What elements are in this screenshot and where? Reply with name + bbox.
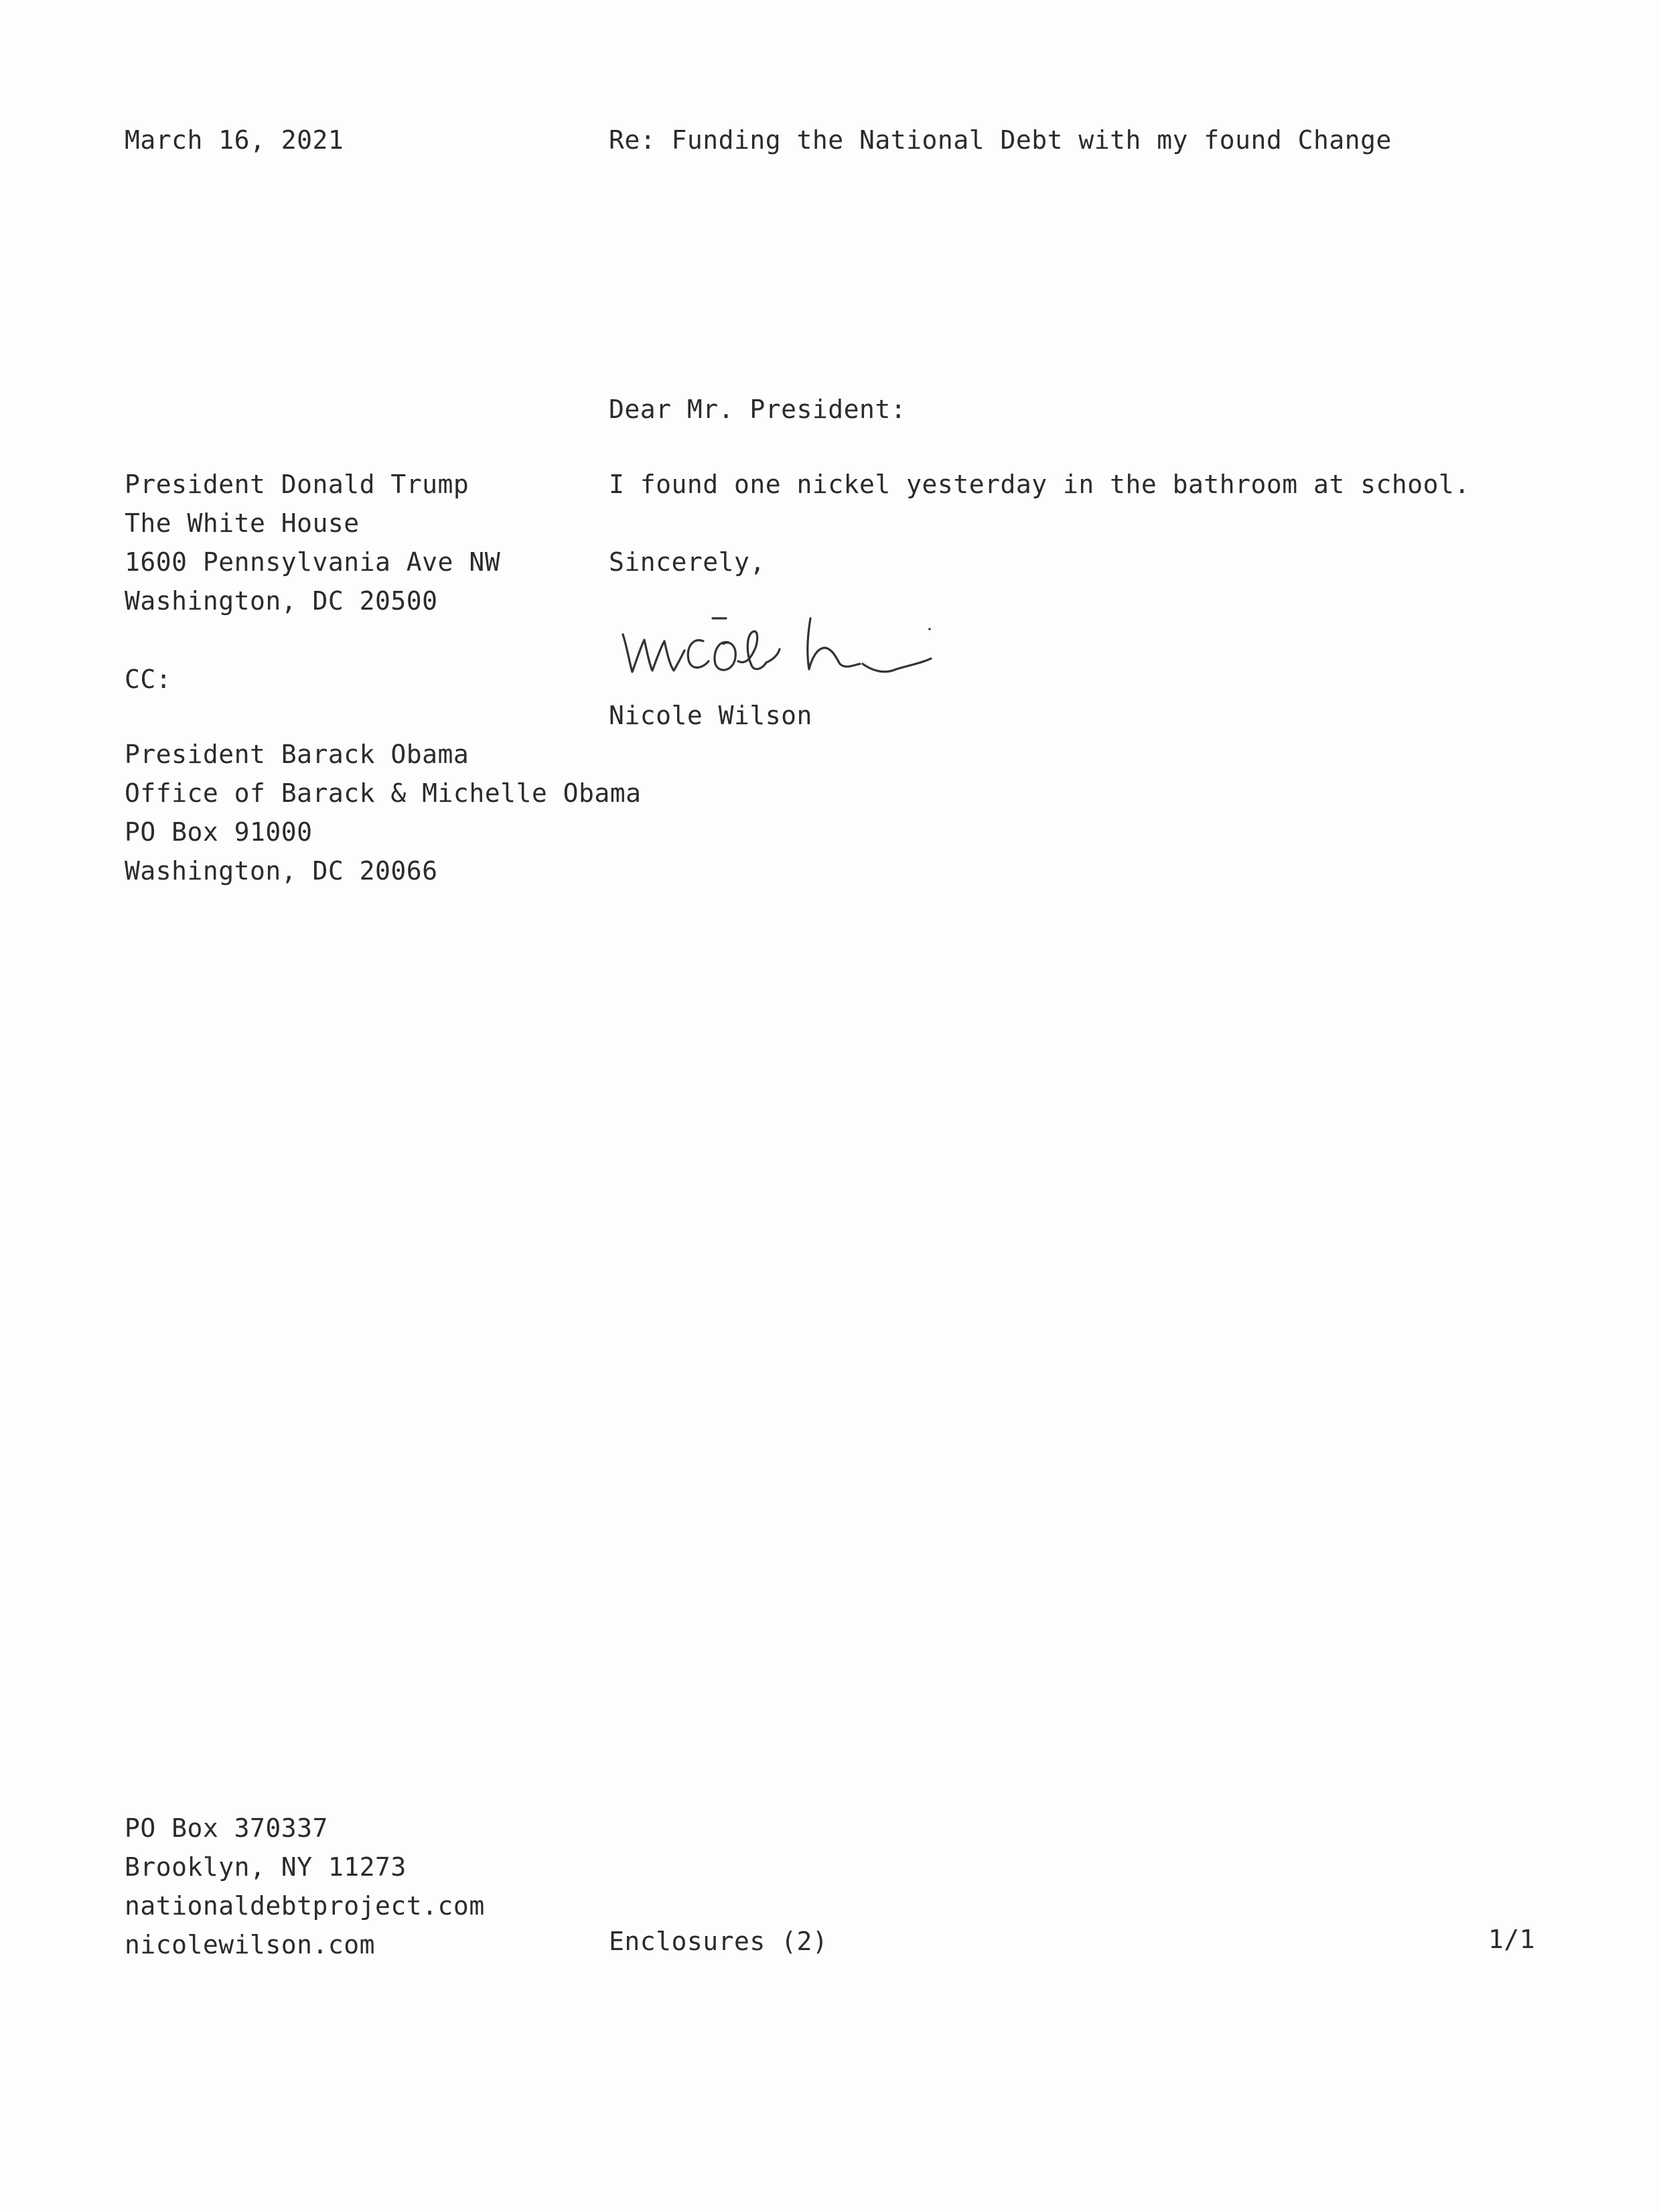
recipient-line: The White House: [125, 508, 360, 538]
signer-name: Nicole Wilson: [609, 701, 812, 730]
letter-body: I found one nickel yesterday in the bathroom at school.: [609, 470, 1470, 499]
salutation: Dear Mr. President:: [609, 395, 907, 424]
sender-address: [125, 1809, 485, 1964]
cc-label: CC:: [125, 665, 172, 694]
letter-date: March 16, 2021: [125, 125, 344, 155]
page-number: 1/1: [1488, 1925, 1536, 1954]
enclosures: Enclosures (2): [609, 1927, 828, 1956]
recipient-line: Washington, DC 20500: [125, 586, 438, 616]
recipient-line: 1600 Pennsylvania Ave NW: [125, 547, 501, 577]
sender-line: PO Box 370337: [125, 1813, 328, 1843]
sender-line: nicolewilson.com: [125, 1930, 376, 1959]
closing: Sincerely,: [609, 547, 766, 577]
sender-line: Brooklyn, NY 11273: [125, 1852, 407, 1882]
sender-line: nationaldebtproject.com: [125, 1891, 485, 1921]
cc-line: Office of Barack & Michelle Obama: [125, 778, 642, 808]
cc-line: PO Box 91000: [125, 817, 313, 847]
recipient-address: [125, 465, 500, 620]
cc-address: [125, 735, 641, 890]
letter-subject: Re: Funding the National Debt with my found Change: [609, 125, 1392, 155]
cc-line: President Barack Obama: [125, 740, 470, 769]
cc-line: Washington, DC 20066: [125, 856, 438, 886]
handwritten-signature: [615, 600, 990, 687]
recipient-line: President Donald Trump: [125, 470, 470, 499]
